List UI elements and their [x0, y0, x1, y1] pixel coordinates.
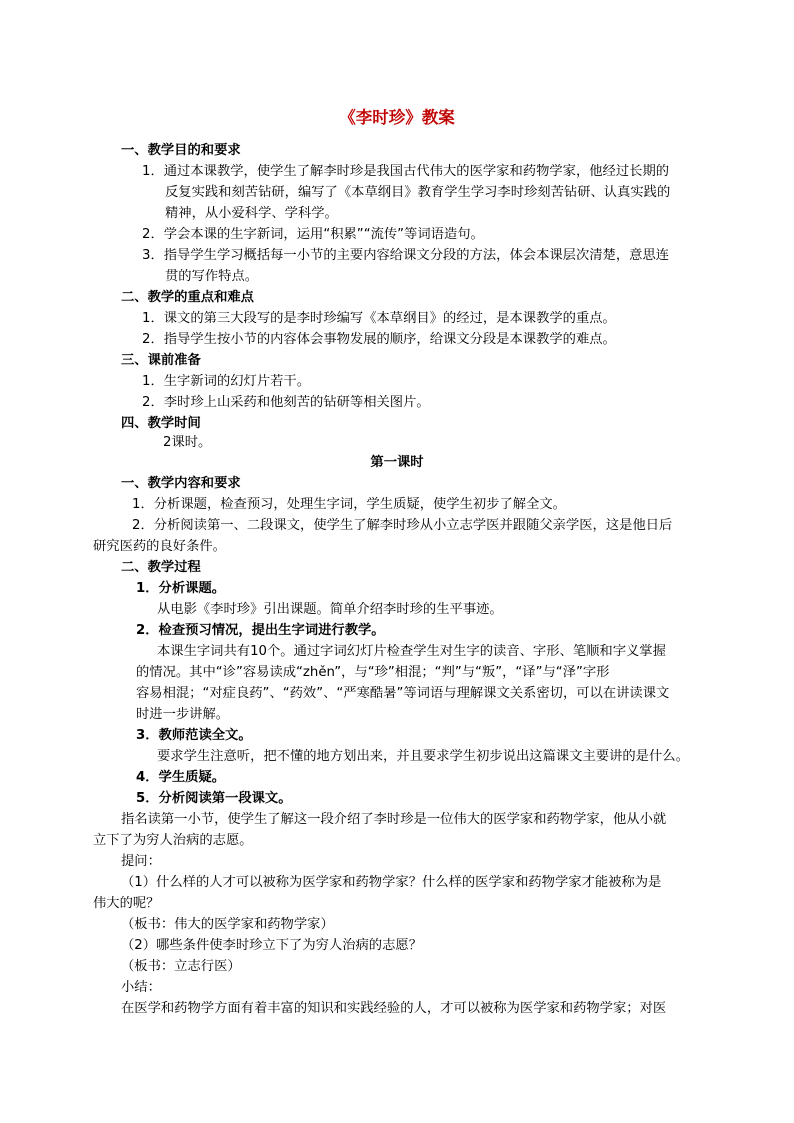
- paragraph-line: （2）哪些条件使李时珍立下了为穷人治病的志愿？: [121, 938, 422, 953]
- paragraph-line: 提问：: [121, 854, 161, 869]
- paragraph-line: 容易相混；“对症良药”、“药效”、“严寒酷暑”等词语与理解课文关系密切，可以在讲读课文: [136, 686, 670, 701]
- step-heading: 4．学生质疑。: [136, 770, 226, 785]
- section-heading: 四、教学时间: [121, 416, 201, 431]
- lesson-title: 第一课时: [370, 455, 424, 470]
- paragraph-line: （板书：伟大的医学家和药物学家）: [121, 917, 334, 932]
- section-heading: 三、课前准备: [121, 353, 201, 368]
- section-heading: 一、教学内容和要求: [121, 476, 241, 491]
- step-heading: 3．教师范读全文。: [136, 728, 252, 743]
- paragraph-line: 2．分析阅读第一、二段课文，使学生了解李时珍从小立志学医并跟随父亲学医，这是他日后: [132, 518, 673, 533]
- paragraph-line: 2．李时珍上山采药和他刻苦的钻研等相关图片。: [142, 395, 430, 410]
- paragraph-line: 1．生字新词的幻灯片若干。: [142, 374, 311, 389]
- paragraph-line: 时进一步讲解。: [136, 707, 230, 722]
- paragraph-line: 2．学会本课的生字新词，运用“积累”“流传”等词语造句。: [142, 227, 484, 242]
- paragraph-line: 贯的写作特点。: [165, 269, 259, 284]
- paragraph-line: 1．课文的第三大段写的是李时珍编写《本草纲目》的经过，是本课教学的重点。: [142, 311, 616, 326]
- paragraph-line: 1．通过本课教学，使学生了解李时珍是我国古代伟大的医学家和药物学家，他经过长期的: [142, 164, 670, 179]
- paragraph-line: 从电影《李时珍》引出课题。简单介绍李时珍的生平事迹。: [157, 602, 503, 617]
- section-heading: 一、教学目的和要求: [121, 143, 241, 158]
- paragraph-line: 精神，从小爱科学、学科学。: [165, 206, 338, 221]
- paragraph-line: 2．指导学生按小节的内容体会事物发展的顺序，给课文分段是本课教学的难点。: [142, 332, 616, 347]
- paragraph-line: 小结：: [121, 980, 161, 995]
- paragraph-line: 要求学生注意听，把不懂的地方划出来，并且要求学生初步说出这篇课文主要讲的是什么。: [157, 749, 689, 764]
- paragraph-line: 1．分析课题，检查预习，处理生字词，学生质疑，使学生初步了解全文。: [132, 497, 566, 512]
- section-heading: 二、教学过程: [121, 560, 201, 575]
- paragraph-line: 的情况。其中“诊”容易读成“zhěn”，与“珍”相混；“判”与“叛”，“译”与“泽”字形: [136, 665, 610, 680]
- document-title: 《李时珍》教案: [339, 108, 455, 127]
- step-heading: 2．检查预习情况，提出生字词进行教学。: [136, 623, 385, 638]
- section-heading: 二、教学的重点和难点: [121, 290, 254, 305]
- step-heading: 1．分析课题。: [136, 581, 226, 596]
- paragraph-line: 立下了为穷人治病的志愿。: [93, 833, 253, 848]
- paragraph-line: （1）什么样的人才可以被称为医学家和药物学家？什么样的医学家和药物学家才能被称为是: [121, 875, 662, 890]
- paragraph-line: 本课生字词共有10个。通过字词幻灯片检查学生对生字的读音、字形、笔顺和字义掌握: [157, 644, 666, 659]
- paragraph-line: 伟大的呢？: [93, 896, 160, 911]
- paragraph-line: 3．指导学生学习概括每一小节的主要内容给课文分段的方法，体会本课层次清楚，意思连: [142, 248, 670, 263]
- step-heading: 5．分析阅读第一段课文。: [136, 791, 292, 806]
- paragraph-line: 研究医药的良好条件。: [93, 539, 226, 554]
- paragraph-line: 反复实践和刻苦钻研，编写了《本草纲目》教育学生学习李时珍刻苦钻研、认真实践的: [165, 185, 671, 200]
- paragraph-line: 在医学和药物学方面有着丰富的知识和实践经验的人，才可以被称为医学家和药物学家；对医: [121, 1001, 667, 1016]
- paragraph-line: 2课时。: [163, 435, 212, 450]
- paragraph-line: 指名读第一小节，使学生了解这一段介绍了李时珍是一位伟大的医学家和药物学家，他从小就: [121, 812, 667, 827]
- paragraph-line: （板书：立志行医）: [121, 959, 241, 974]
